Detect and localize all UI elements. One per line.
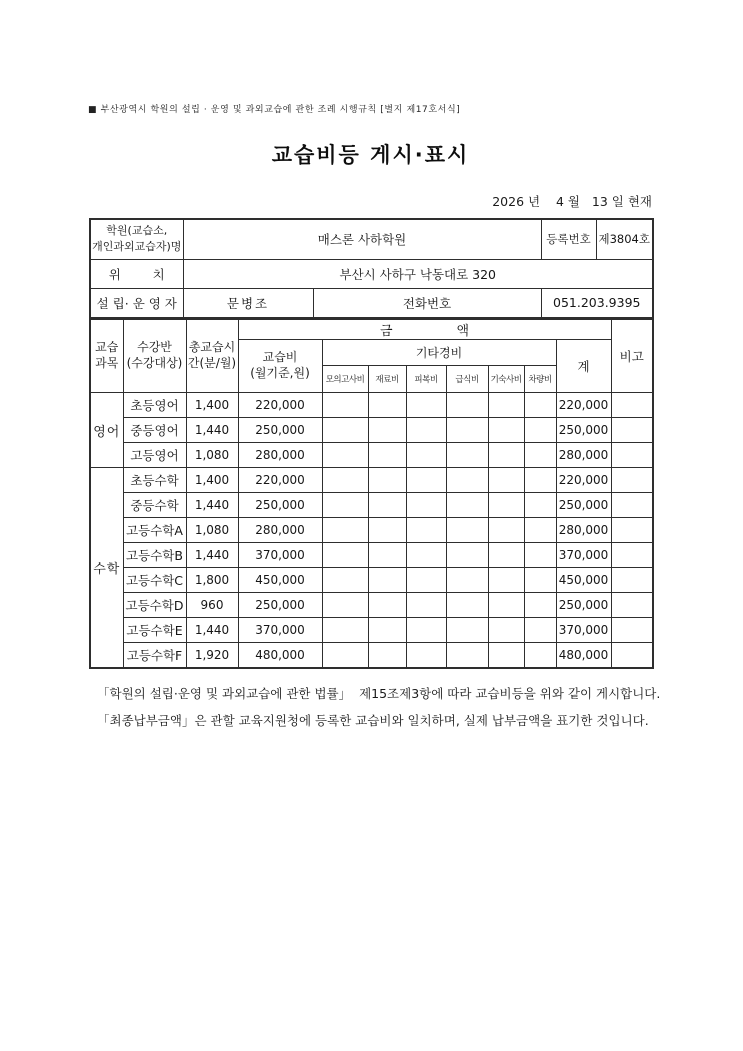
etc-cell (446, 393, 488, 418)
etc-cell (368, 418, 406, 443)
col-header-material-fee: 재료비 (368, 366, 406, 393)
etc-cell (406, 393, 446, 418)
etc-cell (322, 568, 368, 593)
table-row (90, 593, 653, 618)
etc-cell (524, 643, 556, 668)
etc-cell (446, 493, 488, 518)
col-header-meal-fee: 급식비 (446, 366, 488, 393)
page-title: 교습비등 게시·표시 (271, 143, 470, 167)
note-cell (611, 543, 653, 568)
fee-cell: 250,000 (238, 418, 322, 443)
etc-cell (322, 618, 368, 643)
table-row (90, 443, 653, 468)
payment-notice-line: 「최종납부금액」은 관할 교육지원청에 등록한 교습비와 일치하며, 실제 납부금액을 표기한 것입니다. (97, 713, 649, 728)
note-cell (611, 493, 653, 518)
etc-cell (446, 468, 488, 493)
col-header-total: 계 (556, 340, 611, 393)
col-header-mock-exam-fee: 모의고사비 (322, 366, 368, 393)
etc-cell (488, 493, 524, 518)
time-cell: 1,080 (186, 518, 238, 543)
col-header-etc: 기타경비 (322, 340, 556, 366)
table-row (90, 543, 653, 568)
academy-name-value: 매스론 사하학원 (183, 219, 541, 259)
tuition-fee-table (89, 318, 654, 669)
class-cell: 고등수학A (123, 518, 186, 543)
etc-cell (524, 393, 556, 418)
etc-cell (406, 493, 446, 518)
col-header-amount: 금 액 (238, 319, 611, 340)
location-label: 위 치 (90, 259, 183, 288)
table-row (90, 259, 653, 288)
etc-cell (488, 643, 524, 668)
subject-cell: 수학 (90, 468, 123, 668)
etc-cell (322, 468, 368, 493)
table-row (90, 643, 653, 668)
class-cell: 고등수학B (123, 543, 186, 568)
note-cell (611, 518, 653, 543)
etc-cell (368, 493, 406, 518)
fee-cell: 220,000 (238, 468, 322, 493)
etc-cell (322, 593, 368, 618)
etc-cell (488, 568, 524, 593)
time-cell: 1,800 (186, 568, 238, 593)
class-cell: 초등수학 (123, 468, 186, 493)
etc-cell (406, 468, 446, 493)
etc-cell (406, 418, 446, 443)
total-cell: 480,000 (556, 643, 611, 668)
etc-cell (524, 518, 556, 543)
etc-cell (322, 493, 368, 518)
academy-info-table (89, 218, 654, 319)
etc-cell (322, 443, 368, 468)
class-cell: 중등수학 (123, 493, 186, 518)
fee-cell: 480,000 (238, 643, 322, 668)
etc-cell (488, 443, 524, 468)
table-row (90, 568, 653, 593)
etc-cell (488, 593, 524, 618)
etc-cell (406, 568, 446, 593)
etc-cell (446, 643, 488, 668)
etc-cell (368, 468, 406, 493)
table-row (90, 618, 653, 643)
fee-cell: 250,000 (238, 593, 322, 618)
note-cell (611, 468, 653, 493)
fee-cell: 370,000 (238, 618, 322, 643)
etc-cell (488, 418, 524, 443)
etc-cell (368, 643, 406, 668)
etc-cell (322, 643, 368, 668)
etc-cell (446, 518, 488, 543)
etc-cell (368, 518, 406, 543)
etc-cell (488, 468, 524, 493)
etc-cell (524, 568, 556, 593)
etc-cell (406, 518, 446, 543)
etc-cell (322, 393, 368, 418)
col-header-vehicle-fee: 차량비 (524, 366, 556, 393)
col-header-fee: 교습비 (월기준,원) (238, 340, 322, 393)
total-cell: 220,000 (556, 393, 611, 418)
class-cell: 고등영어 (123, 443, 186, 468)
note-cell (611, 618, 653, 643)
note-cell (611, 568, 653, 593)
etc-cell (406, 543, 446, 568)
etc-cell (488, 618, 524, 643)
total-cell: 220,000 (556, 468, 611, 493)
total-cell: 250,000 (556, 593, 611, 618)
time-cell: 1,920 (186, 643, 238, 668)
registration-number-value: 제3804호 (596, 219, 653, 259)
fee-cell: 450,000 (238, 568, 322, 593)
etc-cell (406, 643, 446, 668)
fee-cell: 370,000 (238, 543, 322, 568)
col-header-class: 수강반 (수강대상) (123, 319, 186, 393)
etc-cell (322, 418, 368, 443)
time-cell: 1,400 (186, 393, 238, 418)
etc-cell (406, 593, 446, 618)
table-row (90, 288, 653, 318)
table-row (90, 468, 653, 493)
col-header-dorm-fee: 기숙사비 (488, 366, 524, 393)
etc-cell (322, 543, 368, 568)
total-cell: 370,000 (556, 618, 611, 643)
note-cell (611, 393, 653, 418)
col-header-clothing-fee: 피복비 (406, 366, 446, 393)
time-cell: 1,440 (186, 418, 238, 443)
note-cell (611, 593, 653, 618)
etc-cell (446, 618, 488, 643)
total-cell: 250,000 (556, 418, 611, 443)
note-cell (611, 443, 653, 468)
fee-cell: 280,000 (238, 443, 322, 468)
etc-cell (368, 618, 406, 643)
fee-cell: 220,000 (238, 393, 322, 418)
note-cell (611, 418, 653, 443)
academy-name-label: 학원(교습소, 개인과외교습자)명 (90, 219, 183, 259)
etc-cell (446, 443, 488, 468)
time-cell: 1,440 (186, 543, 238, 568)
col-header-time: 총교습시 간(분/월) (186, 319, 238, 393)
etc-cell (488, 543, 524, 568)
time-cell: 1,080 (186, 443, 238, 468)
etc-cell (524, 493, 556, 518)
etc-cell (406, 443, 446, 468)
class-cell: 고등수학D (123, 593, 186, 618)
col-header-note: 비고 (611, 319, 653, 393)
subject-cell: 영어 (90, 393, 123, 468)
etc-cell (368, 393, 406, 418)
etc-cell (322, 518, 368, 543)
class-cell: 고등수학F (123, 643, 186, 668)
etc-cell (368, 443, 406, 468)
class-cell: 고등수학E (123, 618, 186, 643)
time-cell: 960 (186, 593, 238, 618)
etc-cell (446, 593, 488, 618)
class-cell: 고등수학C (123, 568, 186, 593)
time-cell: 1,400 (186, 468, 238, 493)
etc-cell (524, 593, 556, 618)
etc-cell (446, 568, 488, 593)
etc-cell (368, 593, 406, 618)
etc-cell (368, 543, 406, 568)
founder-value: 문병조 (183, 288, 313, 318)
total-cell: 370,000 (556, 543, 611, 568)
regulation-notice: ■ 부산광역시 학원의 설립 · 운영 및 과외교습에 관한 조례 시행규칙 [별지 제17호서식] (88, 105, 461, 115)
tables-container (89, 218, 652, 669)
table-row (90, 418, 653, 443)
location-value: 부산시 사하구 낙동대로 320 (183, 259, 653, 288)
founder-label: 설 립· 운 영 자 (90, 288, 183, 318)
etc-cell (524, 468, 556, 493)
table-row (90, 219, 653, 259)
etc-cell (446, 418, 488, 443)
total-cell: 280,000 (556, 518, 611, 543)
table-row (90, 518, 653, 543)
fee-cell: 250,000 (238, 493, 322, 518)
phone-value: 051.203.9395 (541, 288, 653, 318)
class-cell: 중등영어 (123, 418, 186, 443)
time-cell: 1,440 (186, 493, 238, 518)
total-cell: 250,000 (556, 493, 611, 518)
table-row (90, 393, 653, 418)
etc-cell (524, 443, 556, 468)
total-cell: 450,000 (556, 568, 611, 593)
etc-cell (368, 568, 406, 593)
registration-number-label: 등록번호 (541, 219, 596, 259)
table-row (90, 493, 653, 518)
etc-cell (488, 393, 524, 418)
total-cell: 280,000 (556, 443, 611, 468)
etc-cell (446, 543, 488, 568)
fee-cell: 280,000 (238, 518, 322, 543)
legal-notice-line: 「학원의 설립·운영 및 과외교습에 관한 법률」 제15조제3항에 따라 교습비등을 위와 같이 게시합니다. (97, 686, 661, 701)
time-cell: 1,440 (186, 618, 238, 643)
etc-cell (406, 618, 446, 643)
etc-cell (524, 618, 556, 643)
col-header-subject: 교습 과목 (90, 319, 123, 393)
etc-cell (488, 518, 524, 543)
note-cell (611, 643, 653, 668)
phone-label: 전화번호 (313, 288, 541, 318)
as-of-date: 2026 년 4 월 13 일 현재 (492, 194, 652, 209)
etc-cell (524, 418, 556, 443)
etc-cell (524, 543, 556, 568)
header-row-amount (90, 319, 653, 340)
class-cell: 초등영어 (123, 393, 186, 418)
